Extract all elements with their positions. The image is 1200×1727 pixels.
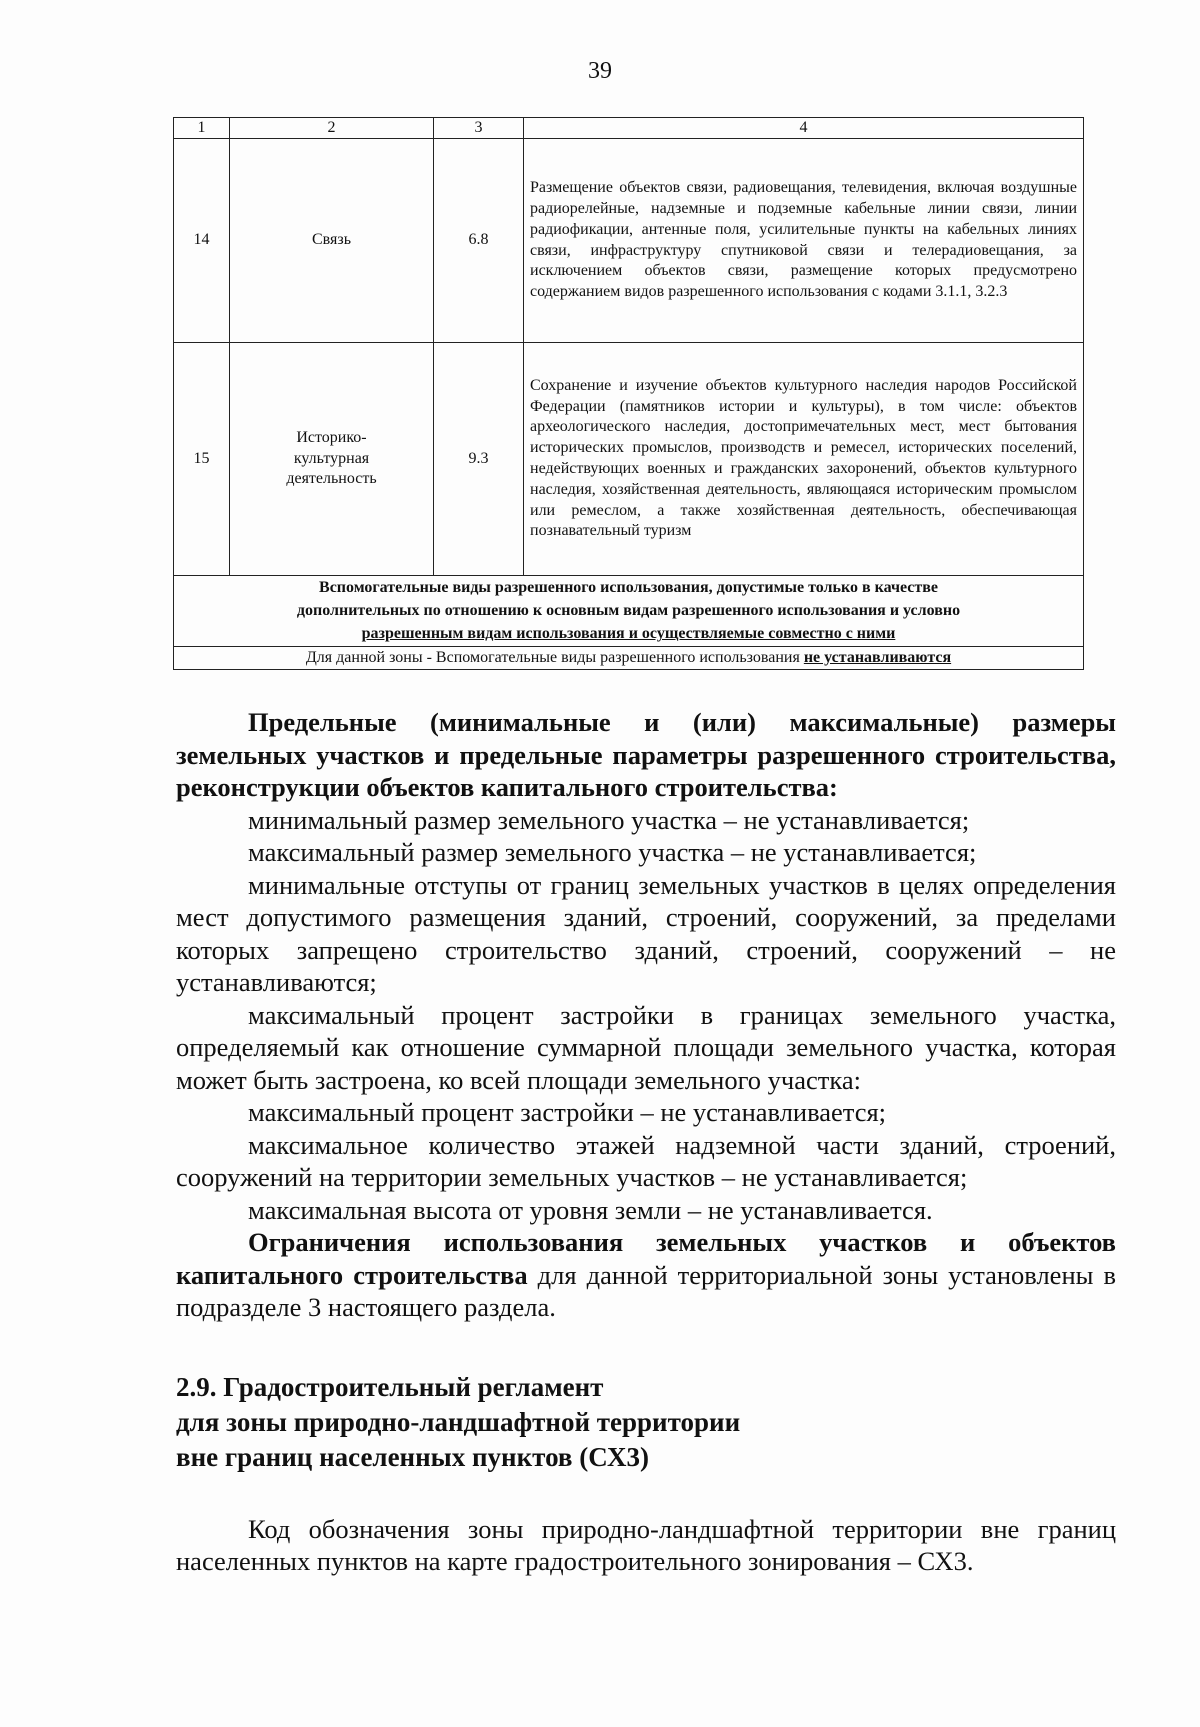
paragraph: максимальное количество этажей надземной части зданий, строений, сооружений на территории земельных участков – не устанавливается;: [176, 1129, 1116, 1192]
restrictions-bold: Ограничения использования земельных участков и объектов капитального строительства: [176, 1227, 1116, 1290]
use-type-description: Размещение объектов связи, радиовещания, телевидения, включая воздушные радиорелейные, надземные и подземные кабельные линии связи, линии радиофикации, антенные поля, усилительные пункты на кабельных линиях связи, инфраструктуру спутниковой связи и телерадиовещания, за исключением объектов связи, размещение которых предусмотрено содержанием видов разрешенного использования с кодами 3.1.1, 3.2.3: [524, 139, 1084, 343]
aux-uses-title-line: дополнительных по отношению к основным видам разрешенного использования и условно: [296, 602, 961, 620]
page-number: 39: [588, 58, 612, 84]
zone-note-text: Для данной зоны - Вспомогательные виды разрешенного использования: [305, 648, 800, 666]
document-body: [176, 706, 1116, 1578]
column-header: 4: [524, 118, 1084, 139]
section-heading-line: 2.9. Градостроительный регламент: [176, 1371, 604, 1402]
paragraph: максимальная высота от уровня земли – не устанавливается.: [248, 1194, 933, 1225]
zone-note: [174, 646, 1084, 669]
table-row: [174, 343, 1084, 576]
aux-uses-title-row: [174, 576, 1084, 647]
restrictions-text: для данной территориальной зоны установлены в подразделе 3 настоящего раздела.: [176, 1259, 1116, 1322]
aux-uses-title-line: Вспомогательные виды разрешенного использования, допустимые только в качестве: [319, 579, 938, 596]
paragraph: минимальный размер земельного участка – не устанавливается;: [248, 804, 970, 835]
use-type-name-line: Историко-: [296, 428, 367, 446]
use-type-code: 6.8: [434, 139, 524, 343]
paragraph: максимальный процент застройки в границах земельного участка, определяемый как отношение суммарной площади земельного участка, которая может быть застроена, ко всей площади земельного участка:: [176, 999, 1116, 1095]
restrictions-paragraph: [176, 1226, 1116, 1324]
land-use-table: [173, 117, 1084, 670]
section-heading: [176, 1370, 1116, 1475]
use-type-name: [230, 343, 434, 576]
row-number: 15: [174, 343, 230, 576]
section-heading-line: вне границ населенных пунктов (СХ3): [176, 1441, 650, 1472]
paragraph: максимальный размер земельного участка – не устанавливается;: [248, 837, 977, 867]
column-header: 1: [174, 118, 230, 139]
use-type-name: Связь: [230, 139, 434, 343]
limits-heading: Предельные (минимальные и (или) максимальные) размеры земельных участков и предельные параметры разрешенного строительства, реконструкции объектов капитального строительства:: [176, 707, 1116, 802]
zone-code-paragraph: Код обозначения зоны природно-ландшафтной территории вне границ населенных пунктов на карте градостроительного зонирования – СХ3.: [176, 1513, 1116, 1576]
use-type-name-line: деятельность: [286, 470, 377, 488]
section-heading-line: для зоны природно-ландшафтной территории: [176, 1406, 741, 1437]
zone-note-status: не устанавливаются: [803, 648, 952, 666]
aux-uses-title: [174, 576, 1084, 647]
aux-uses-title-line: разрешенным видам использования и осуществляемые совместно с ними: [361, 625, 896, 643]
table-header-row: [174, 118, 1084, 139]
use-type-description: Сохранение и изучение объектов культурного наследия народов Российской Федерации (памятников истории и культуры), в том числе: объектов археологического наследия, достопримечательных мест, мест бытования исторических промыслов, производств и ремесел, исторических поселений, недействующих военных и гражданских захоронений, объектов культурного наследия, хозяйственная деятельность, являющаяся историческим промыслом или ремеслом, а также хозяйственная деятельность, обеспечивающая познавательный туризм: [524, 343, 1084, 576]
column-header: 2: [230, 118, 434, 139]
use-type-code: 9.3: [434, 343, 524, 576]
row-number: 14: [174, 139, 230, 343]
zone-note-row: [174, 646, 1084, 669]
paragraph: максимальный процент застройки – не устанавливается;: [248, 1097, 887, 1127]
column-header: 3: [434, 118, 524, 139]
paragraph: минимальные отступы от границ земельных участков в целях определения мест допустимого размещения зданий, строений, сооружений, за пределами которых запрещено строительство зданий, строений, сооружений – не устанавливаются;: [176, 869, 1116, 997]
use-type-name-line: культурная: [293, 449, 370, 467]
table-row: [174, 139, 1084, 343]
